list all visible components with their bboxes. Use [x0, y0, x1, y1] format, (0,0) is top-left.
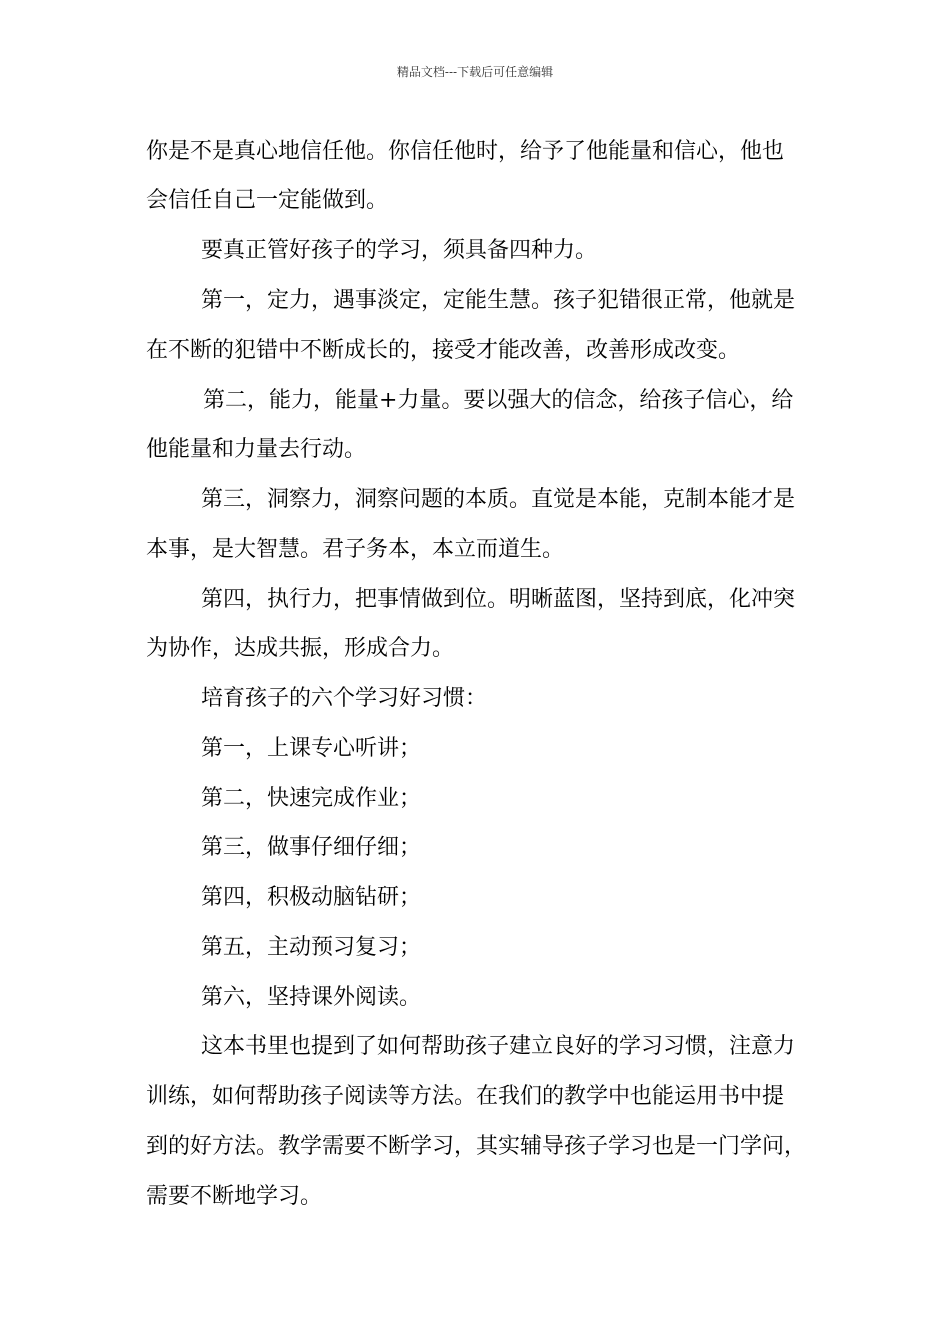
- paragraph-line: 第三，洞察力，洞察问题的本质。直觉是本能，克制本能才是: [201, 487, 796, 512]
- body-line: 为协作，达成共振，形成合力。: [146, 636, 455, 661]
- body-line: 需要不断地学习。: [146, 1184, 323, 1209]
- body-line: 训练，如何帮助孩子阅读等方法。在我们的教学中也能运用书中提: [146, 1084, 785, 1109]
- page-header: 精品文档---下载后可任意编辑: [396, 65, 554, 79]
- list-item: 第六，坚持课外阅读。: [201, 985, 422, 1010]
- list-heading: 培育孩子的六个学习好习惯：: [201, 686, 488, 711]
- body-line: 你是不是真心地信任他。你信任他时，给予了他能量和信心，他也: [146, 139, 785, 164]
- list-item: 第五，主动预习复习；: [201, 935, 422, 960]
- paragraph-line: 第一，定力，遇事淡定，定能生慧。孩子犯错很正常，他就是: [201, 288, 796, 313]
- body-line: 他能量和力量去行动。: [146, 437, 367, 462]
- body-line: 在不断的犯错中不断成长的，接受才能改善，改善形成改变。: [146, 338, 741, 363]
- body-line: 会信任自己一定能做到。: [146, 188, 389, 213]
- paragraph-line: 第二，能力，能量+力量。要以强大的信念，给孩子信心，给: [203, 388, 794, 413]
- body-line: 本事，是大智慧。君子务本，本立而道生。: [146, 537, 565, 562]
- paragraph-line: 要真正管好孩子的学习，须具备四种力。: [201, 238, 598, 263]
- list-item: 第一，上课专心听讲；: [201, 736, 422, 761]
- list-item: 第二，快速完成作业；: [201, 786, 422, 811]
- paragraph-line: 这本书里也提到了如何帮助孩子建立良好的学习习惯，注意力: [201, 1034, 796, 1059]
- list-item: 第三，做事仔细仔细；: [201, 835, 422, 860]
- list-item: 第四，积极动脑钻研；: [201, 885, 422, 910]
- paragraph-line: 第四，执行力，把事情做到位。明晰蓝图，坚持到底，化冲突: [201, 587, 796, 612]
- body-line: 到的好方法。教学需要不断学习，其实辅导孩子学习也是一门学问，: [146, 1134, 807, 1159]
